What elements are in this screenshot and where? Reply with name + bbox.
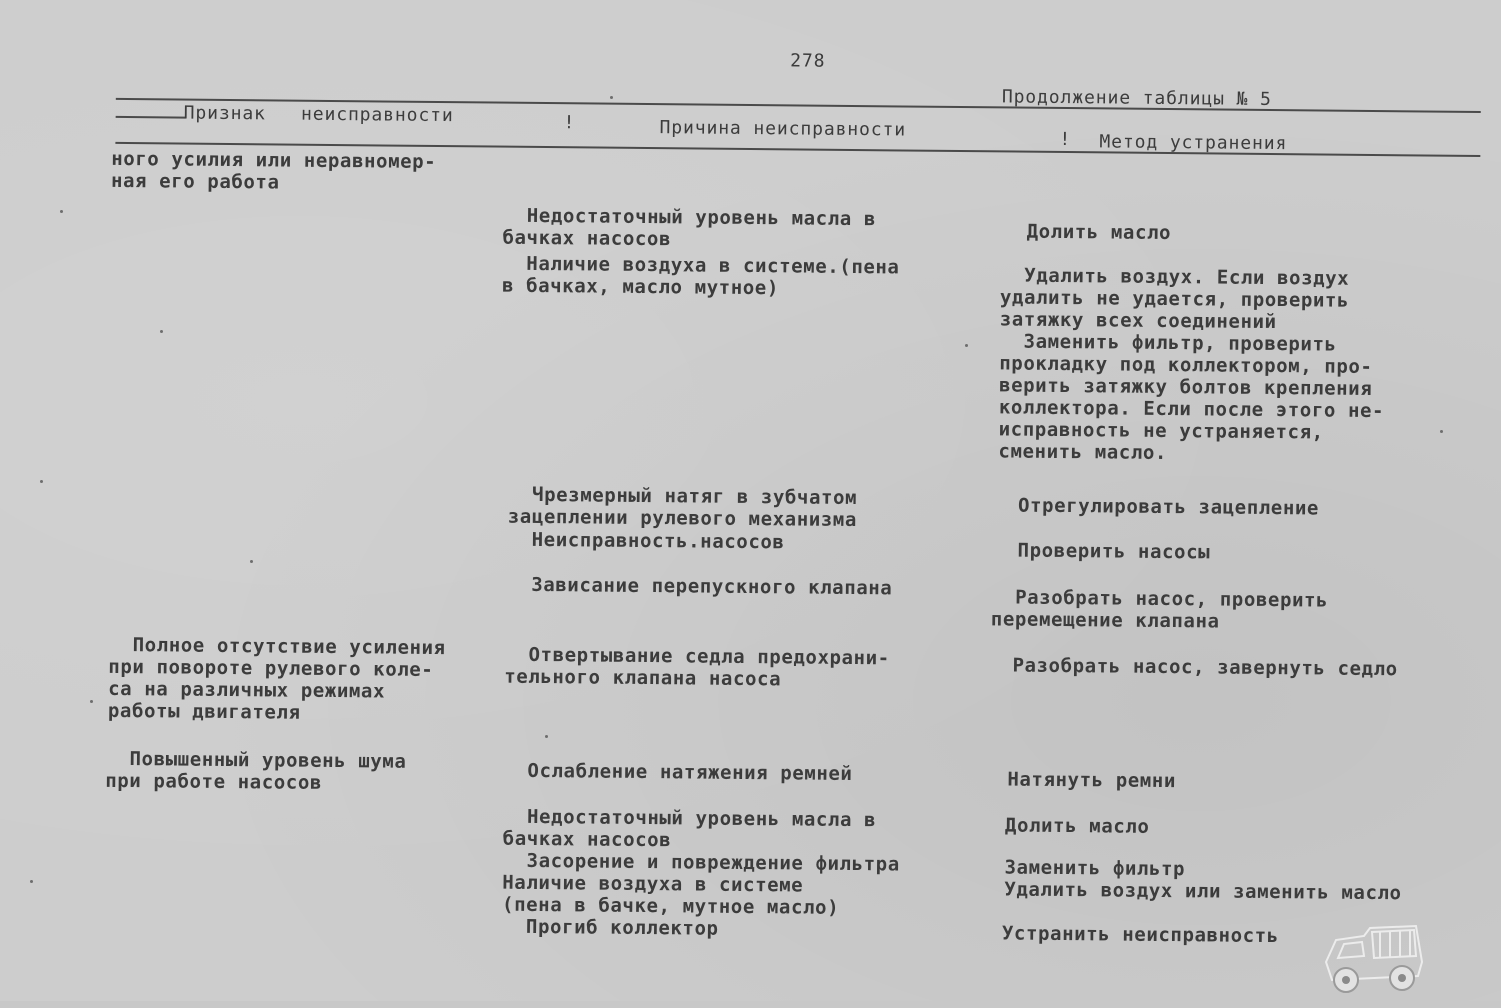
column-header-symptom: Признак неисправности [183,102,454,127]
remedy-cell: Удалить воздух. Если воздух удалить не удается, проверить затяжку всех соединений Заменить фильтр, проверить прокладку под коллектором, про- верить затяжку болтов крепления коллектора. Если после этого не- исправность не устраняется, сменить масло. [998,264,1385,465]
remedy-cell: Долить масло [1002,220,1172,245]
scan-speck [545,735,548,738]
remedy-cell: Проверить насосы [993,539,1211,564]
remedy-cell: Устранить неисправность [977,922,1279,948]
symptom-cell: Повышенный уровень шума при работе насосов [105,747,407,794]
scan-speck [965,344,968,347]
cause-cell: Зависание перепускного клапана [507,573,893,600]
column-header-cause: Причина неисправности [659,117,907,141]
scan-speck [250,560,253,563]
scan-speck [30,880,33,883]
symptom-cell: ного усилия или неравномер- ная его работа [110,147,437,194]
remedy-cell: Разобрать насос, проверить перемещение клапана [990,586,1329,633]
remedy-cell: Долить масло [980,814,1150,838]
cause-cell: Ослабление натяжения ремней [503,759,853,785]
cause-cell: Прогиб коллектор [501,915,719,940]
symptom-cell: Полное отсутствие усиления при повороте рулевого коле- са на различных режимах работы двигателя [107,633,446,724]
cause-cell: Наличие воздуха в системе (пена в бачке, мутное масло) [501,871,840,919]
cause-cell: Недостаточный уровень масла в бачках насосов [502,204,877,251]
cause-cell: Недостаточный уровень масла в бачках насосов [502,805,877,852]
remedy-cell: Удалить воздух или заменить масло [980,878,1402,905]
page-number: 278 [790,50,826,72]
truck-logo-icon [1318,918,1428,996]
column-separator: ! [563,112,576,134]
cause-cell: Наличие воздуха в системе.(пена в бачках, масло мутное) [501,252,900,300]
column-separator: ! [1059,128,1072,151]
continuation-title: Продолжение таблицы № 5 [1001,86,1272,110]
scan-speck [60,210,63,213]
remedy-cell: Натянуть ремни [983,768,1177,793]
scan-speck [610,96,613,99]
remedy-cell: Отрегулировать зацепление [993,494,1320,520]
scan-speck [40,480,43,483]
scan-speck [90,700,93,703]
scan-speck [160,330,163,333]
cause-cell: Чрезмерный натяг в зубчатом зацеплении рулевого механизма [507,483,858,532]
cause-cell: Неисправность.насосов [507,528,785,554]
column-header-remedy: Метод устранения [1099,131,1288,155]
cause-cell: Засорение и повреждение фильтра [502,849,900,876]
remedy-cell: Заменить фильтр [980,856,1186,881]
table-header-rule-left [116,116,186,119]
remedy-cell: Разобрать насос, завернуть седло [988,654,1398,681]
scan-speck [1440,430,1443,433]
cause-cell: Отвертывание седла предохрани- тельного клапана насоса [504,643,890,691]
